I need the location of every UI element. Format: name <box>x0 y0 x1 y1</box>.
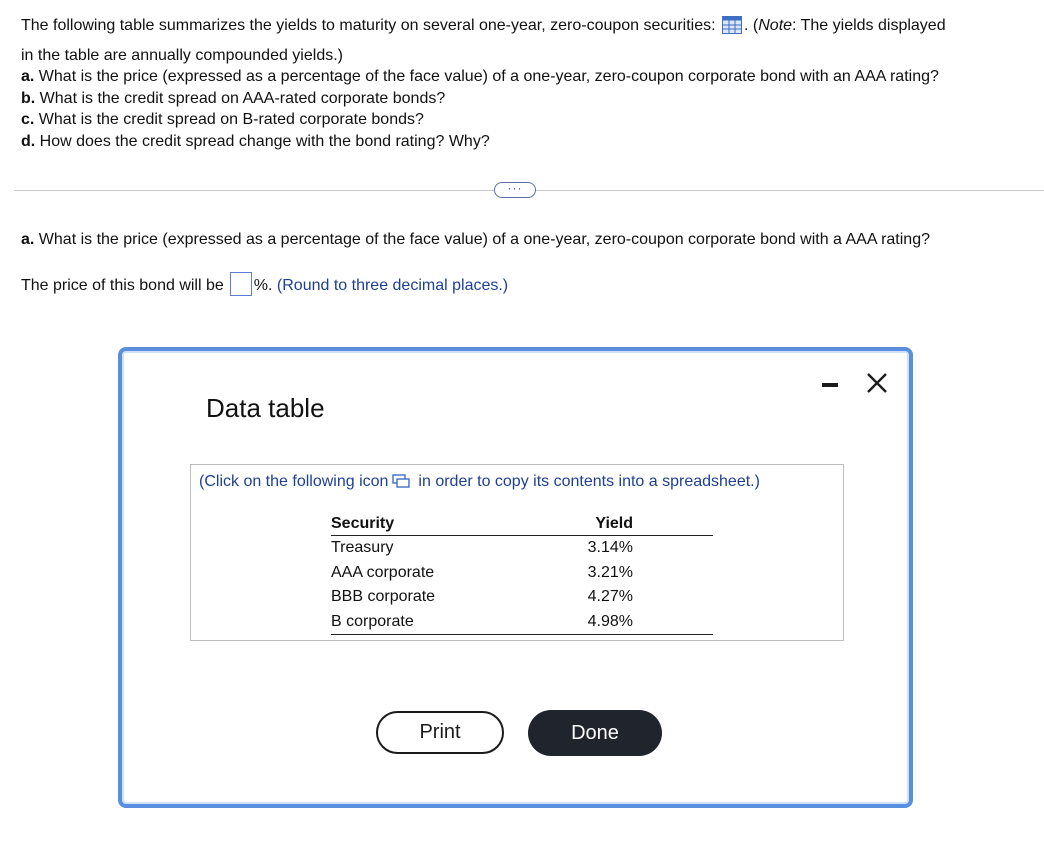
expand-more-button[interactable]: ··· <box>494 182 536 198</box>
intro-line-2: in the table are annually compounded yields.) <box>21 47 343 64</box>
note <box>753 17 946 34</box>
question-b <box>21 90 445 108</box>
table-row <box>331 561 713 586</box>
question-text: What is the credit spread on B-rated corporate bonds? <box>38 111 424 128</box>
question-a <box>21 68 939 86</box>
answer-line <box>21 274 508 298</box>
security-cell: B corporate <box>331 610 504 635</box>
intro-line-1 <box>21 17 946 35</box>
header-security: Security <box>331 513 504 536</box>
done-button[interactable]: Done <box>528 710 662 756</box>
part-a-label: a. <box>21 231 35 248</box>
table-row <box>331 585 713 610</box>
table-header-row <box>331 513 713 536</box>
copy-to-spreadsheet-icon[interactable] <box>392 474 410 488</box>
question-label: d. <box>21 133 36 150</box>
note-text: : The yields displayed <box>792 17 946 35</box>
question-text: What is the price (expressed as a percentage of the face value) of a one-year, zero-coupon corporate bond with an AAA rating? <box>38 68 939 85</box>
dialog-title: Data table <box>206 393 325 423</box>
part-a-question <box>21 231 930 249</box>
yield-cell: 3.21% <box>587 563 633 581</box>
data-table-icon[interactable] <box>722 16 742 34</box>
part-a-text: What is the price (expressed as a percentage of the face value) of a one-year, zero-coupon corporate bond with a AAA rating? <box>38 231 930 248</box>
close-icon <box>866 372 888 394</box>
copy-note <box>199 473 760 491</box>
question-text: What is the credit spread on AAA-rated corporate bonds? <box>39 90 446 107</box>
yield-cell: 4.98% <box>504 610 713 635</box>
close-button[interactable] <box>866 371 888 399</box>
question-c <box>21 111 424 129</box>
intro-separator: . <box>744 17 749 35</box>
question-label: a. <box>21 68 35 85</box>
print-button[interactable]: Print <box>376 711 504 754</box>
yield-table <box>331 513 713 635</box>
minimize-icon <box>822 383 838 387</box>
table-container <box>190 464 844 641</box>
answer-input[interactable] <box>230 272 252 296</box>
header-yield: Yield <box>504 513 713 536</box>
note-label: Note <box>758 17 793 35</box>
table-row <box>331 536 713 561</box>
table-row <box>331 610 713 635</box>
yield-cell: 3.14% <box>587 539 633 557</box>
yield-cell: 4.27% <box>587 588 633 606</box>
data-table-dialog <box>118 347 913 808</box>
intro-text: The following table summarizes the yields to maturity on several one-year, zero-coupon securities: <box>21 17 716 35</box>
question-text: How does the credit spread change with the bond rating? Why? <box>39 133 490 150</box>
question-label: c. <box>21 111 35 128</box>
minimize-button[interactable] <box>816 369 844 397</box>
copy-note-after: in order to copy its contents into a spreadsheet.) <box>418 473 760 490</box>
question-d <box>21 133 490 151</box>
rounding-hint: (Round to three decimal places.) <box>276 277 509 295</box>
note-open: ( <box>752 17 759 35</box>
question-label: b. <box>21 90 36 107</box>
answer-suffix: %. <box>253 277 273 295</box>
security-cell: AAA corporate <box>331 563 435 581</box>
answer-prefix: The price of this bond will be <box>21 277 224 295</box>
security-cell: Treasury <box>331 539 394 557</box>
security-cell: BBB corporate <box>331 588 436 606</box>
copy-note-before: (Click on the following icon <box>199 473 389 490</box>
